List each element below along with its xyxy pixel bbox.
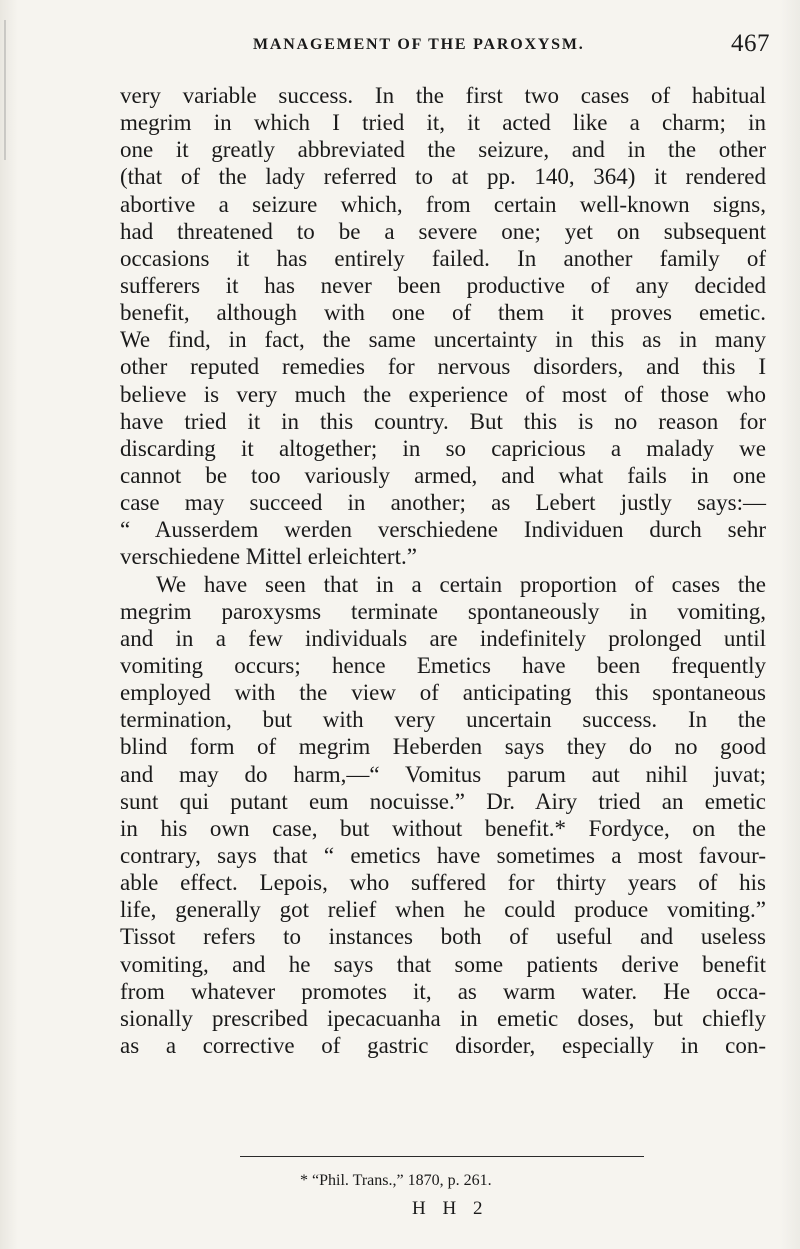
text-line: in his own case, but without benefit.* Fordyce, on the [120, 815, 766, 841]
text-line: life, generally got relief when he could produce vomiting.” [120, 897, 766, 923]
text-line: able effect. Lepois, who suffered for thirty years of his [120, 870, 766, 896]
signature-mark: H H 2 [412, 1198, 489, 1219]
paragraph-1 [120, 82, 766, 571]
text-line: termination, but with very uncertain success. In the [120, 707, 766, 733]
text-line: blind form of megrim Heberden says they do no good [120, 734, 766, 760]
text-line: believe is very much the experience of most of those who [120, 381, 766, 407]
text-line: megrim in which I tried it, it acted like a charm; in [120, 110, 766, 136]
text-line: We find, in fact, the same uncertainty in this as in many [120, 327, 766, 353]
text-line: as a corrective of gastric disorder, especially in con- [120, 1032, 766, 1058]
text-line: sionally prescribed ipecacuanha in emetic doses, but chiefly [120, 1005, 766, 1031]
body-text [120, 82, 766, 1059]
text-line: benefit, although with one of them it proves emetic. [120, 300, 766, 326]
page-number: 467 [731, 30, 770, 57]
text-line: contrary, says that “ emetics have sometimes a most favour- [120, 842, 766, 868]
text-line: occasions it has entirely failed. In another family of [120, 245, 766, 271]
text-line: verschiedene Mittel erleichtert.” [120, 544, 417, 570]
text-line: discarding it altogether; in so capricious a malady we [120, 435, 766, 461]
text-line: “ Ausserdem werden verschiedene Individuen durch sehr [120, 517, 766, 543]
text-line: Tissot refers to instances both of useful and useless [120, 924, 766, 950]
page-header [120, 30, 770, 64]
text-line: had threatened to be a severe one; yet on subsequent [120, 218, 766, 244]
paragraph-2 [120, 571, 766, 1060]
text-line: and may do harm,—“ Vomitus parum aut nihil juvat; [120, 761, 766, 787]
footnote-rule [240, 1156, 644, 1157]
text-line: and in a few individuals are indefinitely prolonged until [120, 625, 766, 651]
text-line: case may succeed in another; as Lebert justly says:— [120, 490, 766, 516]
text-line: cannot be too variously armed, and what fails in one [120, 462, 766, 488]
footnote: * “Phil. Trans.,” 1870, p. 261. [300, 1172, 492, 1189]
text-line: from whatever promotes it, as warm water. He occa- [120, 978, 766, 1004]
text-line: very variable success. In the first two cases of habitual [120, 83, 766, 108]
running-head: MANAGEMENT OF THE PAROXYSM. [253, 36, 585, 53]
text-line: have tried it in this country. But this is no reason for [120, 408, 766, 434]
text-line: other reputed remedies for nervous disorders, and this I [120, 354, 766, 380]
text-line: (that of the lady referred to at pp. 140, 364) it rendered [120, 164, 766, 190]
text-line: vomiting occurs; hence Emetics have been frequently [120, 652, 766, 678]
text-line: vomiting, and he says that some patients derive benefit [120, 951, 766, 977]
text-line: sunt qui putant eum nocuisse.” Dr. Airy tried an emetic [120, 788, 766, 814]
text-line: employed with the view of anticipating this spontaneous [120, 680, 766, 706]
text-line: sufferers it has never been productive of any decided [120, 272, 766, 298]
text-line: We have seen that in a certain proportion of cases the [156, 571, 766, 597]
binding-shadow [4, 20, 6, 160]
text-line: one it greatly abbreviated the seizure, and in the other [120, 137, 766, 163]
text-line: abortive a seizure which, from certain well-known signs, [120, 191, 766, 217]
text-line: megrim paroxysms terminate spontaneously in vomiting, [120, 598, 766, 624]
